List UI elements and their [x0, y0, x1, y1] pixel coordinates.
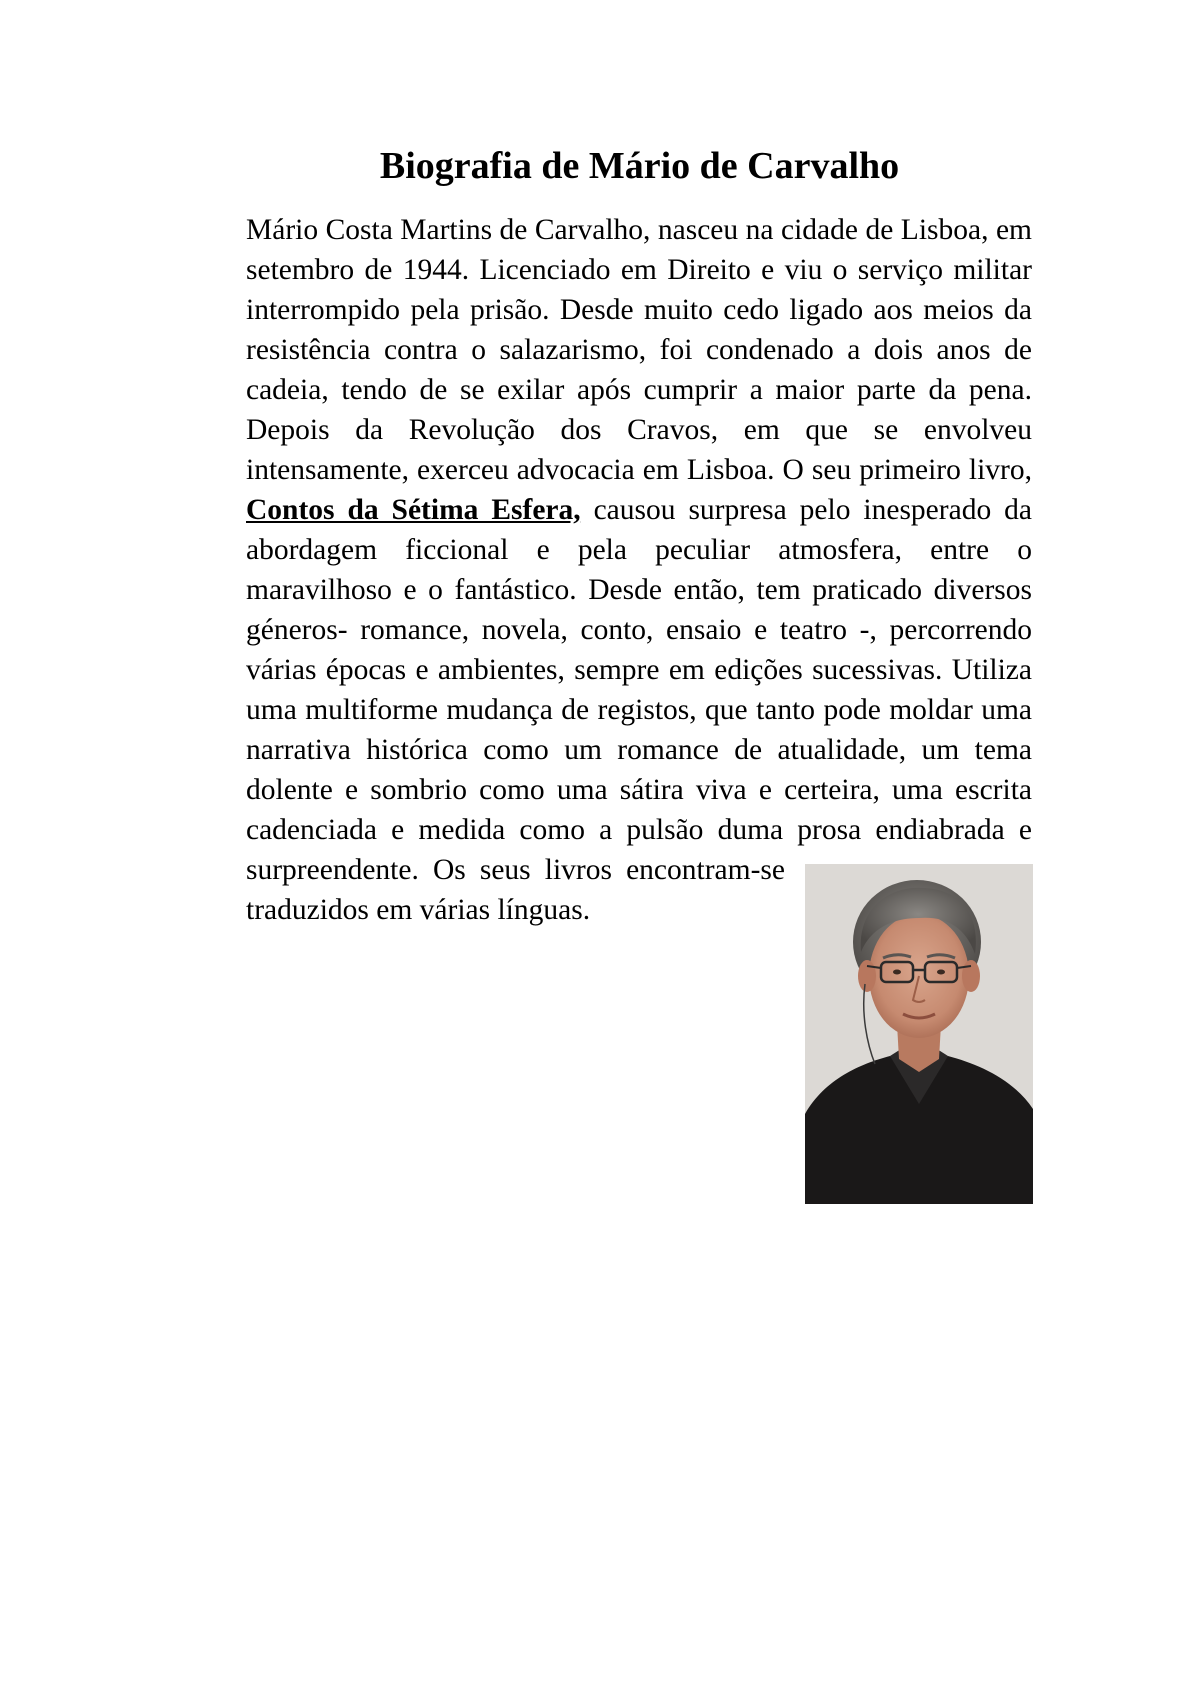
author-portrait-graphic [805, 864, 1033, 1204]
biography-text [246, 210, 1033, 1204]
author-photo [805, 864, 1033, 1204]
float-spacer [1032, 210, 1033, 850]
page-title: Biografia de Mário de Carvalho [379, 145, 900, 187]
body-text-continuation: causou surpresa pelo inesperado da abordagem ficcional e pela peculiar atmosfera, entre o maravilhoso e o fantástico. Desde então, tem praticado diversos géneros- romance, novela, conto, ensaio e teatro -, percorrendo várias épocas e ambientes, sempre em edições sucessivas. Utiliza uma multiforme mudança de registos, que tanto pode moldar uma narrativa histórica como um romance de atualidade, um tema dolente e sombrio como uma sátira viva e certeira, uma escrita cadenciada e medida como a pulsão duma prosa endiabrada e surpreendente. Os seus livros encontram-se traduzidos em várias línguas. [246, 494, 1032, 926]
body-text-intro: Mário Costa Martins de Carvalho, nasceu na cidade de Lisboa, em setembro de 1944. Licenciado em Direito e viu o serviço militar interrompido pela prisão. Desde muito cedo ligado aos meios da resistência contra o salazarismo, foi condenado a dois anos de cadeia, tendo de se exilar após cumprir a maior parte da pena. Depois da Revolução dos Cravos, em que se envolveu intensamente, exerceu advocacia em Lisboa. O seu primeiro livro, [246, 214, 1032, 486]
book-title-link[interactable]: Contos da Sétima Esfera, [246, 494, 581, 526]
